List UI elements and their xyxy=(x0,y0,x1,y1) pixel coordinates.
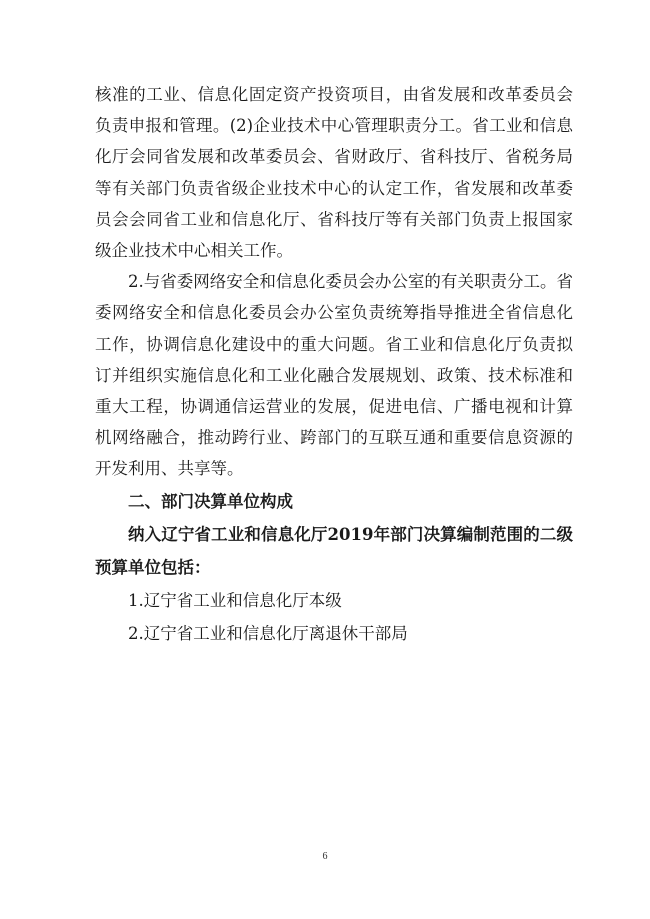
page-number: 6 xyxy=(322,851,328,862)
section-heading-unit-composition: 二、部门决算单位构成 xyxy=(128,491,293,511)
unit-list-item-1: 1.辽宁省工业和信息化厅本级 xyxy=(128,590,342,610)
paragraph-responsibility-division-continued: 核准的工业、信息化固定资产投资项目，由省发展和改革委员会负责申报和管理。(2)企业技术中心管理职责分工。省工业和信息化厅会同省发展和改革委员会、省财政厅、省科技厅、省税务局等有关部门负责省级企业技术中心的认定工作，省发展和改革委员会会同省工业和信息化厅、省科技厅等有关部门负责上报国家级企业技术中心相关工作。 xyxy=(95,85,573,261)
page-body xyxy=(95,79,573,650)
paragraph-cyberspace-office-division: 2.与省委网络安全和信息化委员会办公室的有关职责分工。省委网络安全和信息化委员会办公室负责统筹指导推进全省信息化工作，协调信息化建设中的重大问题。省工业和信息化厅负责拟订并组织实施信息化和工业化融合发展规划、政策、技术标准和重大工程，协调通信运营业的发展，促进电信、广播电视和计算机网络融合，推动跨行业、跨部门的互联互通和重要信息资源的开发利用、共享等。 xyxy=(95,272,573,479)
unit-list-item-2: 2.辽宁省工业和信息化厅离退休干部局 xyxy=(128,623,408,643)
paragraph-budget-scope: 纳入辽宁省工业和信息化厅2019年部门决算编制范围的二级预算单位包括： xyxy=(95,524,573,577)
